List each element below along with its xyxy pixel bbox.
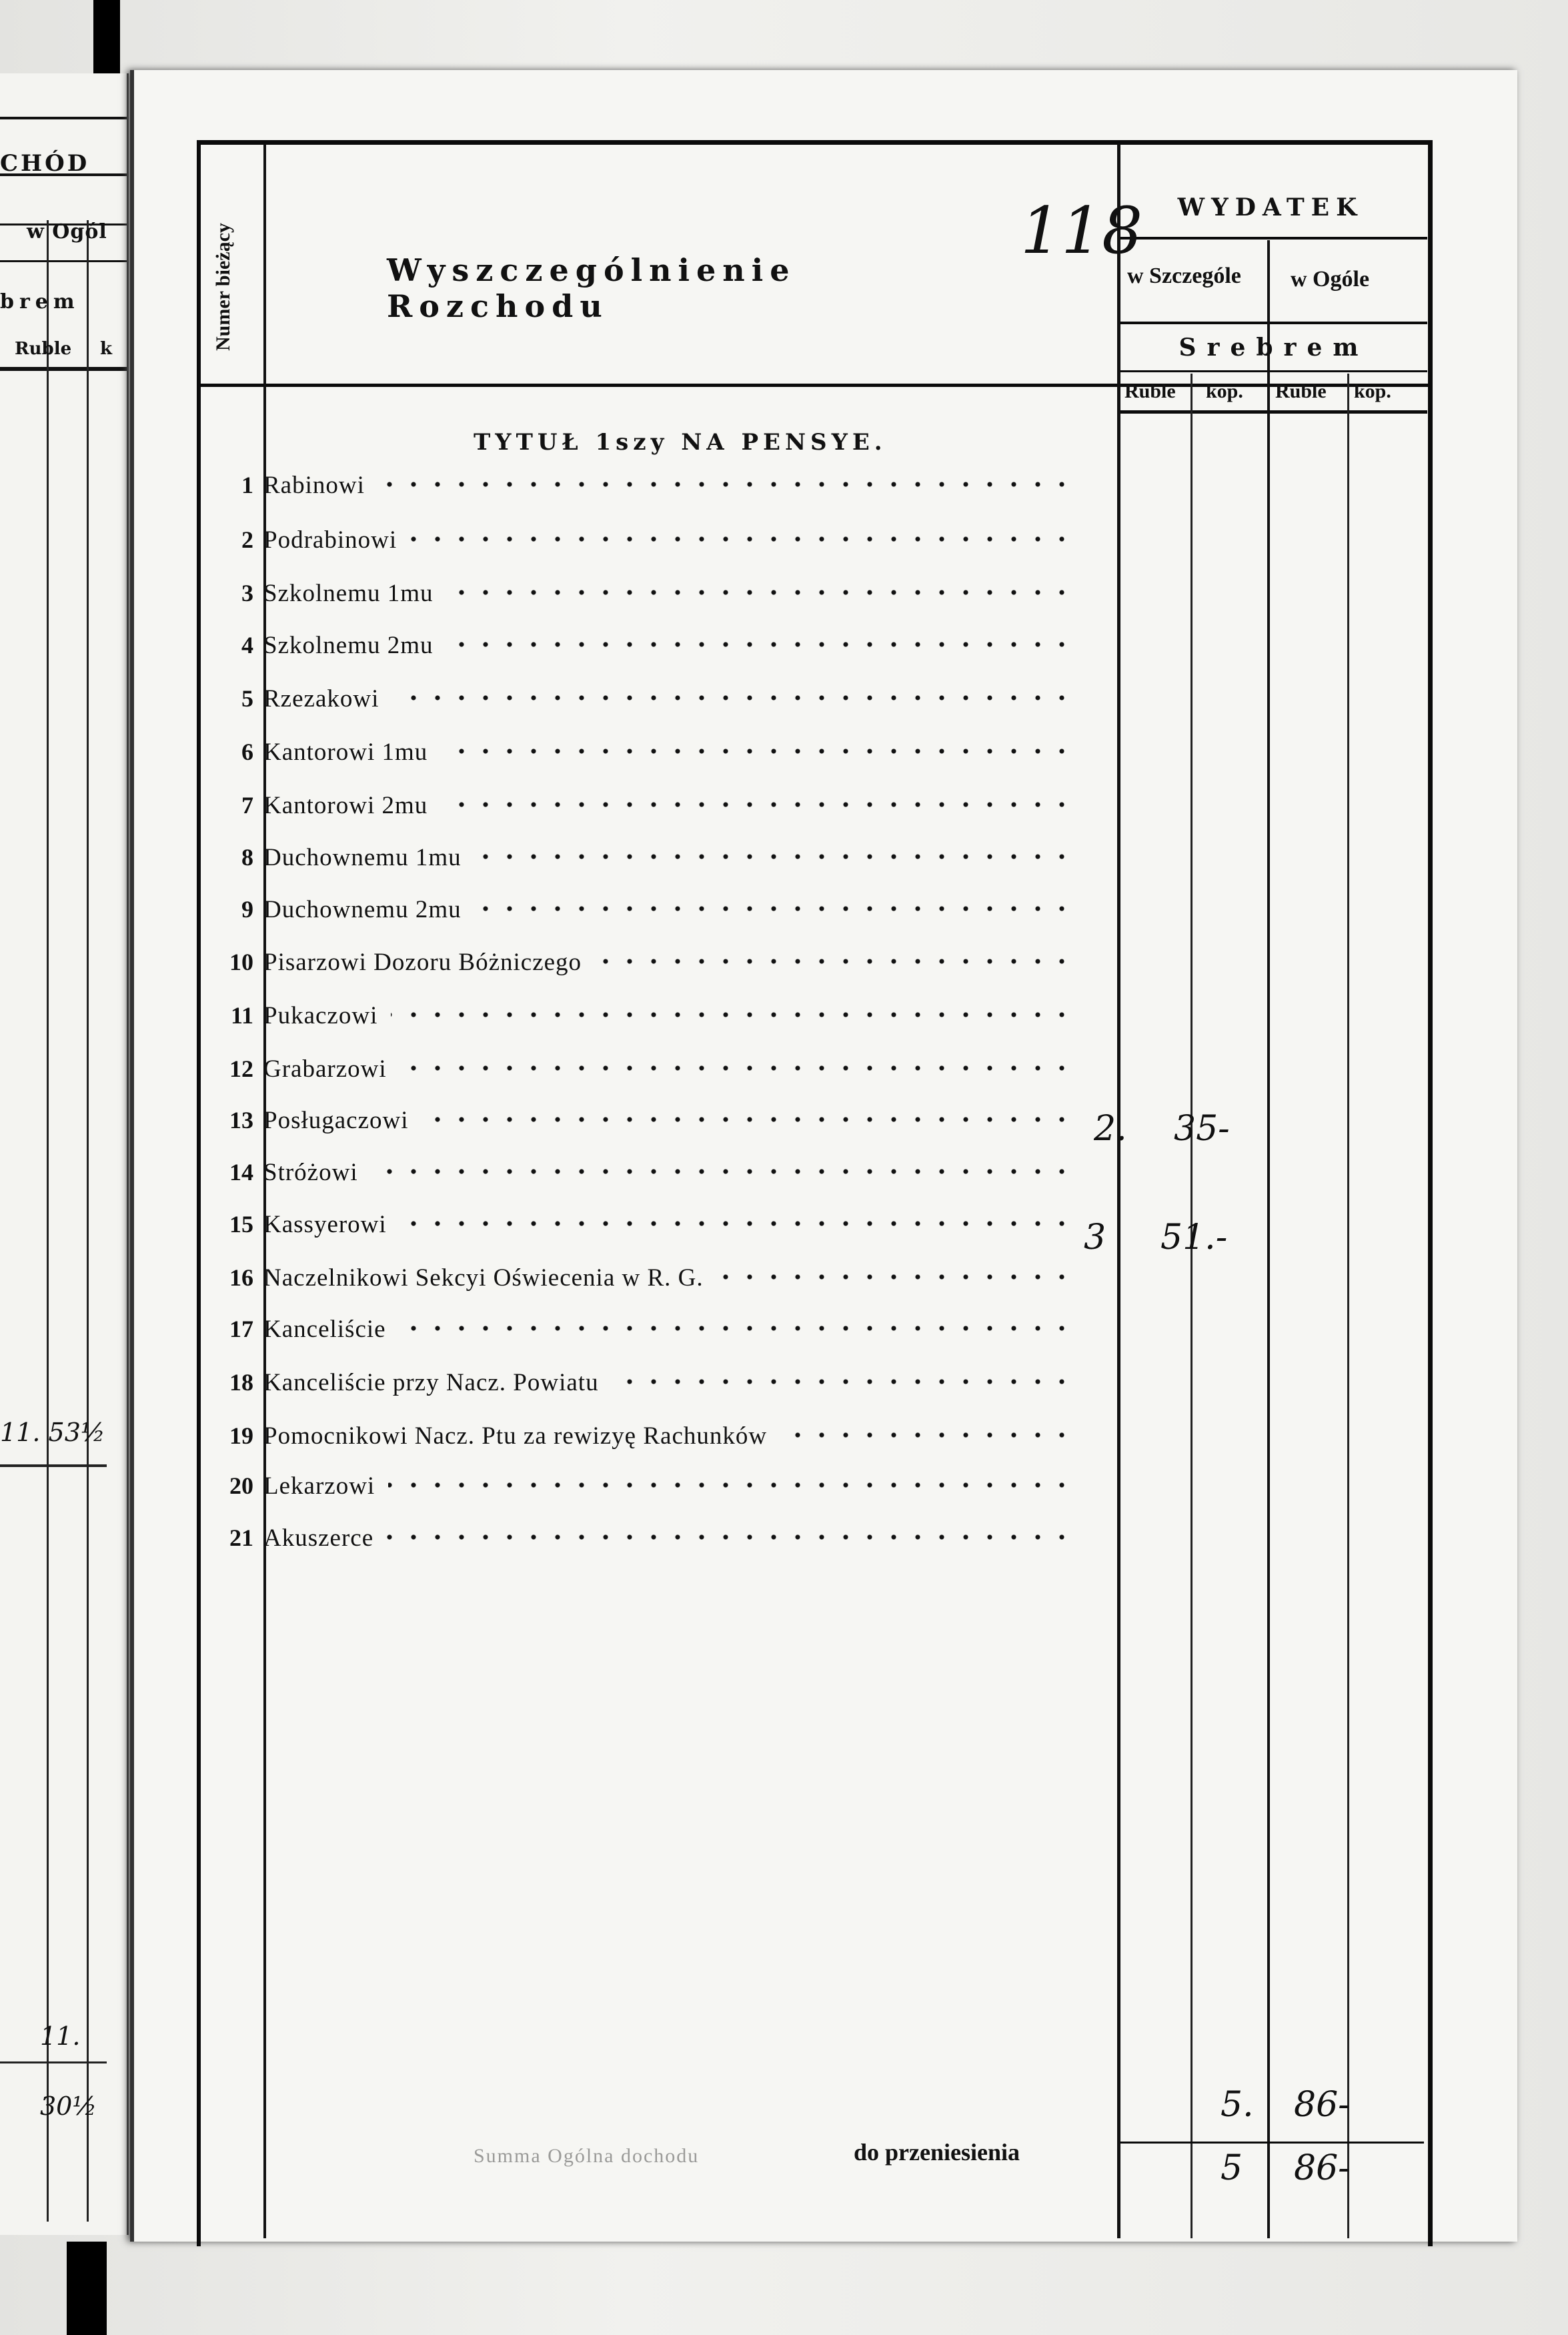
ledger-row bbox=[187, 627, 1120, 667]
leader-dots bbox=[378, 476, 1074, 492]
section-title: TYTUŁ 1szy NA PENSYE. bbox=[474, 429, 887, 456]
previous-header-rubles: Ruble bbox=[15, 339, 72, 359]
row-label: Stróżowi bbox=[263, 1159, 358, 1186]
carry-kop: 86- bbox=[1294, 2148, 1350, 2188]
row13-kop: 35- bbox=[1174, 1109, 1230, 1149]
total-kop-rule bbox=[1347, 374, 1349, 2238]
row-number: 8 bbox=[241, 844, 253, 871]
row-number: 16 bbox=[229, 1264, 253, 1291]
ledger-row bbox=[187, 839, 1120, 879]
leader-dots bbox=[387, 1529, 1074, 1545]
row-number: 20 bbox=[229, 1472, 253, 1499]
expense-header: WYDATEK bbox=[1177, 193, 1364, 221]
header-bottom-rule bbox=[197, 384, 1431, 387]
row-number: 11 bbox=[230, 1002, 253, 1029]
ledger-row bbox=[187, 1206, 1120, 1246]
leader-dots bbox=[780, 1427, 1074, 1443]
leader-dots bbox=[371, 1163, 1074, 1180]
row-label: Pisarzowi Dozoru Bóżniczego bbox=[263, 949, 582, 976]
row-number: 14 bbox=[229, 1159, 253, 1186]
leader-dots bbox=[475, 849, 1074, 865]
description-column-header: Wyszczególnienie Rozchodu bbox=[387, 252, 796, 324]
row-label: Kanceliście bbox=[263, 1316, 386, 1343]
row-number: 6 bbox=[241, 739, 253, 765]
leader-dots bbox=[400, 1060, 1074, 1076]
row-number: 18 bbox=[229, 1369, 253, 1396]
currency-header: Srebrem bbox=[1179, 334, 1369, 362]
row-number: 3 bbox=[241, 580, 253, 606]
row15-rubles: 3 bbox=[1084, 1218, 1106, 1258]
previous-header-total: w Ogól bbox=[27, 220, 107, 244]
row-label: Akuszerce bbox=[263, 1524, 374, 1552]
leader-dots bbox=[392, 690, 1074, 706]
previous-bottom-rule bbox=[0, 2061, 107, 2063]
previous-sum-value: 11. 53½ bbox=[0, 1418, 105, 1447]
ledger-row bbox=[187, 1468, 1120, 1508]
leader-dots bbox=[410, 531, 1074, 547]
row-number: 21 bbox=[229, 1524, 253, 1551]
previous-bottom-value-1: 11. bbox=[40, 2021, 81, 2051]
ledger-row bbox=[187, 1154, 1120, 1194]
row-label: Lekarzowi bbox=[263, 1472, 375, 1500]
ledger-row bbox=[187, 1364, 1120, 1404]
leader-dots bbox=[388, 1477, 1074, 1493]
row-label: Rabinowi bbox=[263, 472, 365, 499]
row-number: 7 bbox=[241, 792, 253, 819]
detail-rubles-header: Ruble bbox=[1124, 380, 1176, 402]
ledger-row bbox=[187, 1260, 1120, 1300]
row-label: Duchownemu 1mu bbox=[263, 844, 462, 871]
row-label: Rzezakowi bbox=[263, 685, 379, 713]
units-rule bbox=[1117, 410, 1427, 414]
row-label: Pomocnikowi Nacz. Ptu za rewizyę Rachunków bbox=[263, 1422, 768, 1450]
detail-kop-rule bbox=[1191, 374, 1193, 2238]
ledger-row bbox=[187, 787, 1120, 827]
row-number: 10 bbox=[229, 949, 253, 975]
leader-dots bbox=[400, 1216, 1074, 1232]
ledger-row bbox=[187, 680, 1120, 721]
row-label: Szkolnemu 1mu bbox=[263, 580, 434, 607]
ledger-row bbox=[187, 944, 1120, 984]
ledger-row bbox=[187, 997, 1120, 1037]
leader-dots bbox=[447, 636, 1074, 652]
subheader-rule bbox=[1117, 322, 1427, 324]
total-detail-kop: 86- bbox=[1294, 2085, 1350, 2125]
row-number: 19 bbox=[229, 1422, 253, 1449]
row-label: Kanceliście przy Nacz. Powiatu bbox=[263, 1369, 599, 1396]
leader-dots bbox=[475, 901, 1074, 917]
total-detail-rubles: 5. bbox=[1221, 2085, 1254, 2125]
carry-forward-label: do przeniesienia bbox=[854, 2139, 1020, 2166]
leader-dots bbox=[595, 953, 1074, 969]
ledger-row bbox=[187, 891, 1120, 931]
row-label: Pukaczowi bbox=[263, 1002, 378, 1029]
detail-kop-header: kop. bbox=[1206, 380, 1243, 402]
row-label: Posługaczowi bbox=[263, 1107, 409, 1134]
previous-header-currency: brem bbox=[0, 290, 80, 314]
leader-dots bbox=[441, 797, 1074, 813]
number-column-header: Numer bieżący bbox=[212, 223, 234, 351]
total-rubles-header: Ruble bbox=[1275, 380, 1327, 402]
row-number: 12 bbox=[229, 1055, 253, 1082]
leader-dots bbox=[400, 1320, 1074, 1336]
row-number: 9 bbox=[241, 896, 253, 923]
row13-rubles: 2. bbox=[1094, 1109, 1127, 1149]
leader-dots bbox=[391, 1007, 1074, 1023]
row-label: Szkolnemu 2mu bbox=[263, 632, 434, 659]
scan-edge-bottom bbox=[67, 2242, 107, 2335]
ledger-row bbox=[187, 467, 1120, 507]
leader-dots bbox=[441, 743, 1074, 759]
ledger-row bbox=[187, 522, 1120, 562]
ledger-row bbox=[187, 734, 1120, 774]
previous-bottom-value-2: 30½ bbox=[40, 2091, 97, 2121]
row-label: Kantorowi 2mu bbox=[263, 792, 428, 819]
detail-header: w Szczególe bbox=[1127, 264, 1241, 288]
row-number: 5 bbox=[241, 685, 253, 712]
row-label: Podrabinowi bbox=[263, 526, 398, 554]
row15-kop: 51.- bbox=[1160, 1218, 1228, 1258]
ledger-row bbox=[187, 1418, 1120, 1458]
ledger-row bbox=[187, 575, 1120, 615]
row-number: 1 bbox=[241, 472, 253, 498]
total-kop-header: kop. bbox=[1354, 380, 1391, 402]
row-number: 4 bbox=[241, 632, 253, 658]
leader-dots bbox=[422, 1111, 1074, 1127]
currency-rule bbox=[1117, 370, 1427, 372]
row-label: Kantorowi 1mu bbox=[263, 739, 428, 766]
row-number: 13 bbox=[229, 1107, 253, 1133]
previous-column-rule bbox=[47, 220, 49, 2222]
row-label: Kassyerowi bbox=[263, 1211, 387, 1238]
ledger-row bbox=[187, 1311, 1120, 1351]
previous-page-fragment bbox=[0, 73, 129, 2235]
total-header: w Ogóle bbox=[1291, 267, 1370, 292]
row-label: Grabarzowi bbox=[263, 1055, 387, 1083]
previous-header-rule bbox=[0, 117, 127, 119]
detail-total-rule bbox=[1267, 240, 1270, 2238]
ledger-row bbox=[187, 1102, 1120, 1142]
previous-header-rule bbox=[0, 260, 127, 262]
leader-dots bbox=[612, 1374, 1074, 1390]
row-label: Naczelnikowi Sekcyi Oświecenia w R. G. bbox=[263, 1264, 704, 1292]
scan-edge-top bbox=[93, 0, 120, 73]
row-number: 17 bbox=[229, 1316, 253, 1342]
previous-header-kop: k bbox=[100, 339, 113, 359]
ledger-row bbox=[187, 1520, 1120, 1560]
previous-column-rule bbox=[87, 220, 89, 2222]
row-number: 15 bbox=[229, 1211, 253, 1238]
leader-dots bbox=[717, 1269, 1074, 1285]
previous-header-title: CHÓD bbox=[0, 150, 90, 177]
folio-number: 118 bbox=[1020, 193, 1143, 268]
previous-sum-rule bbox=[0, 1464, 107, 1467]
carry-rubles: 5 bbox=[1221, 2148, 1243, 2188]
bleed-through-text: Summa Ogólna dochodu bbox=[474, 2145, 700, 2167]
row-label: Duchownemu 2mu bbox=[263, 896, 462, 923]
ledger-row bbox=[187, 1051, 1120, 1091]
total-rule bbox=[1120, 2142, 1424, 2144]
leader-dots bbox=[447, 584, 1074, 600]
row-number: 2 bbox=[241, 526, 253, 553]
wydatek-rule bbox=[1117, 237, 1427, 240]
